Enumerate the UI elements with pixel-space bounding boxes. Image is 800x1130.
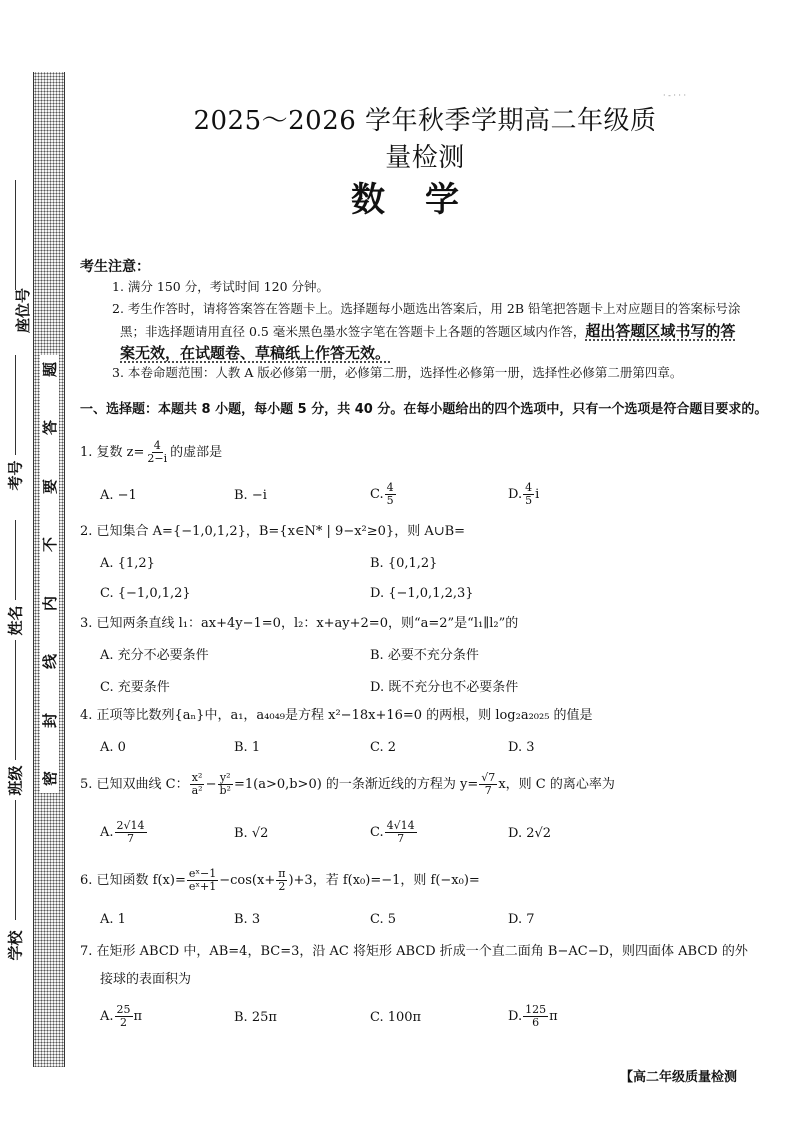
q7-a-den: 2 [120,1016,128,1029]
notice-item-2-plain: 黑；非选择题请用直径 0.5 毫米黑色墨水签字笔在答题卡上各题的答题区域内作答， [120,324,586,339]
q7-option-b[interactable]: B. 25π [234,1010,277,1025]
class-field[interactable] [2,640,30,800]
q5-f1-num: x² [191,771,203,784]
q7-a-post: π [133,1009,143,1024]
q1-option-a[interactable]: A. −1 [100,488,137,503]
seal-char: 要 [40,478,59,494]
q5-frac-2 [218,772,233,797]
question-7-stem-line-1: 7. 在矩形 ABCD 中，AB=4，BC=3，沿 AC 将矩形 ABCD 折成一个直二面角 B−AC−D，则四面体 ABCD 的外 [80,944,748,959]
q1-fraction [145,440,169,465]
seal-char: 密 [40,770,59,786]
q6-frac-2 [276,868,287,893]
q6-frac-1 [187,868,218,893]
school-line [15,800,16,920]
class-label: 班级 [6,765,25,796]
q6-stem-post: )+3，若 f(x₀)=−1，则 f(−x₀)= [288,873,480,888]
q1-c-pre: C. [370,487,384,502]
q5-option-a[interactable] [100,820,148,845]
notice-item-2-line-1: 2. 考生作答时，请将答案答在答题卡上。选择题每小题选出答案后，用 2B 铅笔把答题卡上对应题目的答案标号涂 [112,301,741,316]
question-2-stem: 2. 已知集合 A={−1,0,1,2}，B={x∈N* | 9−x²≥0}，则 A∪B= [80,524,466,539]
question-6-stem [80,868,770,893]
q1-c-num: 4 [386,481,394,494]
exam-number-line [15,355,16,455]
q1-frac-den: 2−i [147,452,168,465]
q7-option-a[interactable] [100,1004,142,1029]
q5-minus: − [205,777,217,792]
notice-item-2-line-2 [120,320,770,343]
subject-title: 数学 [351,180,499,220]
q5-c-den: 7 [397,832,405,845]
q1-c-fraction [385,482,396,507]
q1-d-post: i [535,487,540,502]
q1-option-c[interactable] [370,482,397,507]
q6-option-a[interactable]: A. 1 [100,912,126,927]
q5-option-b[interactable]: B. √2 [234,826,269,841]
seal-char: 线 [40,654,59,670]
q5-f2-den: b² [219,784,231,797]
q5-c-num: 4√14 [386,819,415,832]
q1-d-pre: D. [508,487,523,502]
seat-number-line [15,180,16,290]
q3-option-d[interactable]: D. 既不充分也不必要条件 [370,680,519,695]
q6-stem-mid: −cos(x+ [219,873,276,888]
q5-a-fraction [115,820,147,845]
class-line [15,640,16,760]
q6-f2-num: π [278,867,286,880]
name-field[interactable] [2,520,30,640]
question-1-stem [80,440,770,465]
notice-item-3: 3. 本卷命题范围：人教 A 版必修第一册，必修第二册，选择性必修第一册，选择性必修第二册第四章。 [112,365,683,380]
q5-f2-num: y² [219,771,231,784]
notice-emphasis-cont: 案无效，在试题卷、草稿纸上作答无效。 [120,344,391,362]
q2-option-c[interactable]: C. {−1,0,1,2} [100,586,191,601]
q1-c-den: 5 [386,494,394,507]
question-4-stem: 4. 正项等比数列{aₙ}中，a₁，a₄₀₄₉是方程 x²−18x+16=0 的两根，则 log₂a₂₀₂₅ 的值是 [80,708,593,723]
q5-stem-mid: =1(a>0,b>0) 的一条渐近线的方程为 y= [233,777,479,792]
q1-stem-pre: 1. 复数 z= [80,445,145,460]
q1-stem-post: 的虚部是 [170,445,223,460]
q5-stem-post: x，则 C 的离心率为 [498,777,615,792]
school-field[interactable] [2,800,30,960]
q5-f1-den: a² [191,784,203,797]
q1-d-fraction [523,482,534,507]
q5-option-c[interactable] [370,820,418,845]
q6-f1-num: eˣ−1 [188,867,217,880]
q6-option-c[interactable]: C. 5 [370,912,397,927]
q7-d-num: 125 [525,1003,547,1016]
exam-page [80,0,770,1130]
q7-d-den: 6 [532,1016,540,1029]
q3-option-c[interactable]: C. 充要条件 [100,680,170,695]
question-3-stem: 3. 已知两条直线 l₁：ax+4y−1=0，l₂：x+ay+2=0，则“a=2”是“l₁∥l₂”的 [80,616,519,631]
seal-line-band [40,355,59,793]
q5-frac-1 [190,772,205,797]
q7-option-c[interactable]: C. 100π [370,1010,422,1025]
q7-d-post: π [549,1009,558,1024]
name-line [15,520,16,600]
q5-c-fraction [385,820,417,845]
q5-f3-den: 7 [484,784,492,797]
notice-item-1: 1. 满分 150 分，考试时间 120 分钟。 [112,279,330,294]
q6-f1-den: eˣ+1 [188,880,217,893]
q5-option-d[interactable]: D. 2√2 [508,826,552,841]
q1-d-den: 5 [525,494,533,507]
q5-c-pre: C. [370,825,384,840]
seal-char: 不 [40,537,59,553]
q6-f2-den: 2 [278,880,286,893]
q5-a-pre: A. [100,825,114,840]
q4-option-a[interactable]: A. 0 [100,740,126,755]
q7-a-num: 25 [116,1003,131,1016]
q5-f3-num: √7 [481,771,496,784]
question-7-stem-line-2: 接球的表面积为 [100,972,192,987]
seal-char: 答 [40,420,59,436]
q5-stem-pre: 5. 已知双曲线 C： [80,777,189,792]
q1-frac-num: 4 [153,439,161,452]
q3-option-a[interactable]: A. 充分不必要条件 [100,648,209,663]
q6-stem-pre: 6. 已知函数 f(x)= [80,873,186,888]
q1-option-b[interactable]: B. −i [234,488,267,503]
notice-heading: 考生注意： [80,259,150,275]
q7-option-d[interactable] [508,1004,558,1029]
seal-char: 内 [40,595,59,611]
q4-option-c[interactable]: C. 2 [370,740,397,755]
seal-char: 封 [40,712,59,728]
q3-option-b[interactable]: B. 必要不充分条件 [370,648,479,663]
q7-a-fraction [115,1004,133,1029]
notice-emphasis: 超出答题区域书写的答 [585,322,736,340]
q7-a-pre: A. [100,1009,114,1024]
q6-option-d[interactable]: D. 7 [508,912,535,927]
q4-option-d[interactable]: D. 3 [508,740,535,755]
q7-d-pre: D. [508,1009,523,1024]
section-1-heading: 一、选择题：本题共 8 小题，每小题 5 分，共 40 分。在每小题给出的四个选项中，只有一个选项是符合题目要求的。 [80,402,768,417]
question-5-stem [80,772,770,797]
seat-number-label: 座位号 [14,287,33,334]
name-label: 姓名 [6,605,25,636]
exam-title: 2025～2026 学年秋季学期高二年级质量检测 [193,106,657,173]
q5-frac-3 [479,772,497,797]
q1-option-d[interactable] [508,482,539,507]
school-label: 学校 [6,930,25,961]
q2-option-a[interactable]: A. {1,2} [100,556,155,571]
page-footer: 【高二年级质量检测 [620,1070,738,1085]
q7-d-fraction [523,1004,548,1029]
exam-number-label: 考号 [6,460,25,491]
q2-option-d[interactable]: D. {−1,0,1,2,3} [370,586,474,601]
q4-option-b[interactable]: B. 1 [234,740,261,755]
page-mark: · - · · · [663,91,687,100]
q5-a-num: 2√14 [116,819,145,832]
exam-number-field[interactable] [2,355,30,515]
q2-option-b[interactable]: B. {0,1,2} [370,556,438,571]
q6-option-b[interactable]: B. 3 [234,912,261,927]
q5-a-den: 7 [127,832,135,845]
seal-char: 题 [40,361,59,378]
q1-d-num: 4 [525,481,533,494]
seat-number-field[interactable] [2,180,33,350]
